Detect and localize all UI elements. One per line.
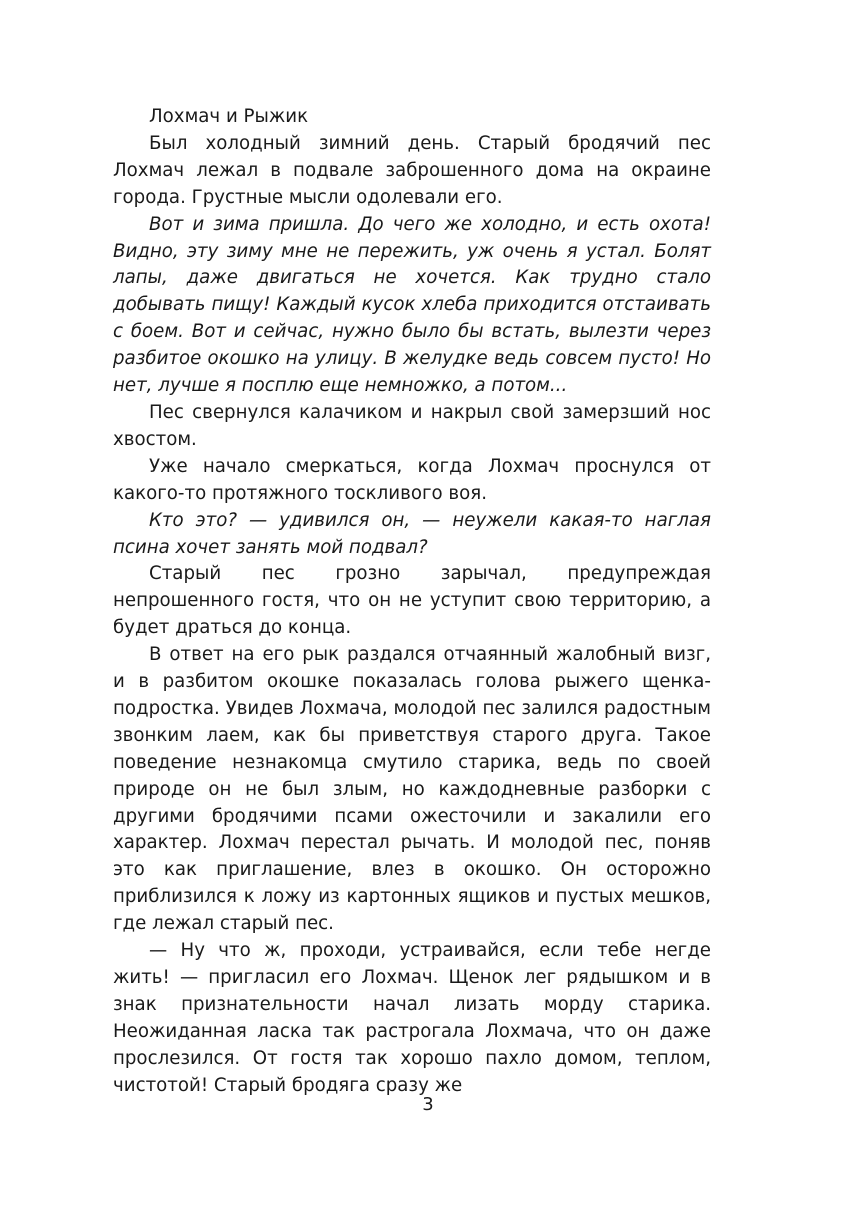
book-page-body <box>113 104 711 1100</box>
paragraph-6: Старый пес грозно зарычал, предупреждая непрошенного гостя, что он не уступит свою территорию, а будет драться до конца. <box>113 563 711 639</box>
paragraph-3: Пес свернулся калачиком и накрыл свой замерзший нос хвостом. <box>113 401 711 450</box>
paragraph-2-inner-monologue: Вот и зима пришла. До чего же холодно, и есть охота! Видно, эту зиму мне не пережить, уж очень я устал. Болят лапы, даже двигаться не хочется. Как трудно стало добывать пищу! Каждый кусок хлеба приходится отстаивать с боем. Вот и сейчас, нужно было бы встать, вылезти через разбитое окошко на улицу. В желудке ведь совсем пусто! Но нет, лучше я посплю еще немножко, а потом... <box>113 213 711 397</box>
story-title: Лохмач и Рыжик <box>149 106 309 127</box>
page-number: 3 <box>422 1094 434 1115</box>
paragraph-5-inner-monologue: Кто это? — удивился он, — неужели какая-то наглая псина хочет занять мой подвал? <box>113 509 711 558</box>
paragraph-4: Уже начало смеркаться, когда Лохмач проснулся от какого-то протяжного тоскливого воя. <box>113 455 711 504</box>
paragraph-7: В ответ на его рык раздался отчаянный жалобный визг, и в разбитом окошке показалась голова рыжего щенка-подростка. Увидев Лохмача, молодой пес залился радостным звонким лаем, как бы приветствуя старого друга. Такое поведение незнакомца смутило старика, ведь по своей природе он не был злым, но каждодневные разборки с другими бродячими псами ожесточили и закалили его характер. Лохмач перестал рычать. И молодой пес, поняв это как приглашение, влез в окошко. Он осторожно приблизился к ложу из картонных ящиков и пустых мешков, где лежал старый пес. <box>113 644 711 935</box>
paragraph-1: Был холодный зимний день. Старый бродячий пес Лохмач лежал в подвале заброшенного дома на окраине города. Грустные мысли одолевали его. <box>113 132 711 208</box>
paragraph-8: — Ну что ж, проходи, устраивайся, если тебе негде жить! — пригласил его Лохмач. Щенок лег рядышком и в знак признательности начал лизать морду старика. Неожиданная ласка так растрогала Лохмача, что он даже прослезился. От гостя так хорошо пахло домом, теплом, чистотой! Старый бродяга сразу же <box>113 940 711 1096</box>
